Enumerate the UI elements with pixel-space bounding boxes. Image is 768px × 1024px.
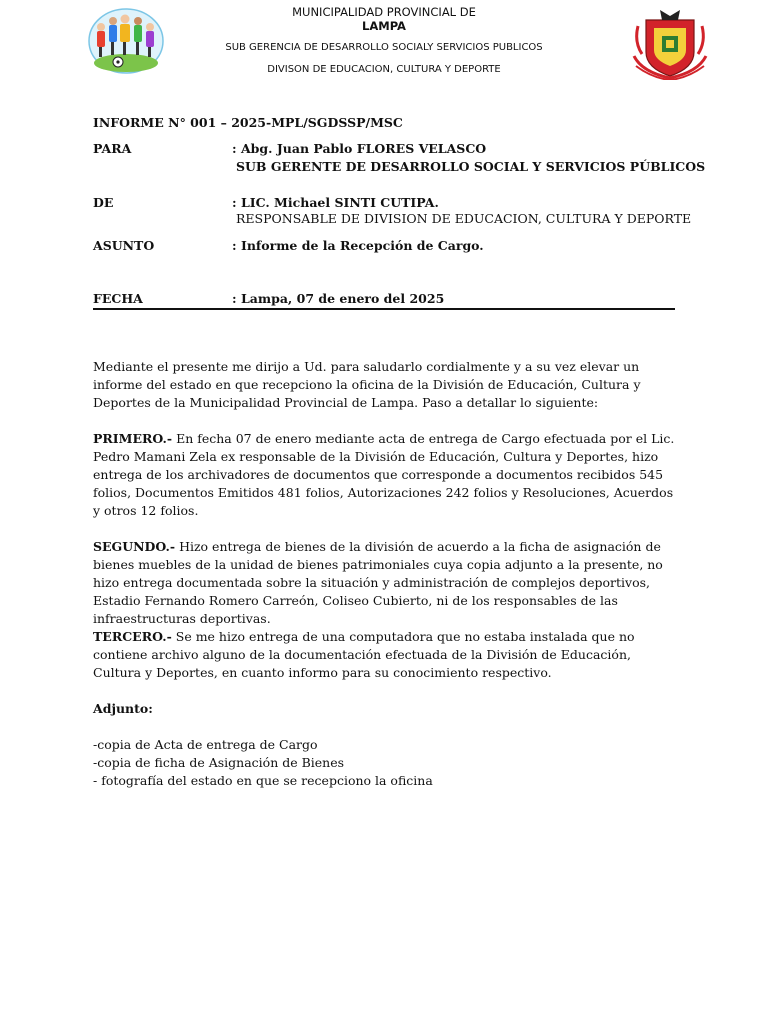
primero-paragraph — [93, 430, 678, 520]
tercero-text: Se me hizo entrega de una computadora que no estaba instalada que no contiene archivo alguno de la documentación efectuada de la División de Educación, Cultura y Deportes, en cuanto informo para su conocimiento respectivo. — [93, 629, 635, 680]
header-divider — [93, 308, 675, 310]
para-title: SUB GERENTE DE DESARROLLO SOCIAL Y SERVICIOS PÚBLICOS — [236, 159, 706, 174]
fecha-value: : Lampa, 07 de enero del 2025 — [232, 291, 445, 306]
intro-text: Mediante el presente me dirijo a Ud. para saludarlo cordialmente y a su vez elevar un informe del estado en que recepciono la oficina de la División de Educación, Cultura y Deportes de la Municipalidad Provincial de Lampa. Paso a detallar lo siguiente: — [93, 359, 641, 410]
para-name: : Abg. Juan Pablo FLORES VELASCO — [232, 141, 487, 156]
para-label: PARA — [93, 141, 132, 156]
de-title: RESPONSABLE DE DIVISION DE EDUCACION, CULTURA Y DEPORTE — [236, 211, 692, 226]
fecha-label: FECHA — [93, 291, 143, 306]
segundo-text: Hizo entrega de bienes de la división de acuerdo a la ficha de asignación de bienes muebles de la unidad de bienes patrimoniales cuya copia adjunto a la presente, no hizo entrega documentada sobre la situación y administración de complejos deportivos, Estadio Fernando Romero Carreón, Coliseo Cubierto, ni de los responsables de las infraestructuras deportivas. — [93, 539, 663, 626]
lampa-coat-of-arms-icon — [632, 6, 708, 80]
header-province: LAMPA — [362, 19, 406, 33]
asunto-value: : Informe de la Recepción de Cargo. — [232, 238, 484, 253]
adjunto-label: Adjunto: — [93, 701, 153, 716]
list-item: -copia de Acta de entrega de Cargo — [93, 737, 318, 752]
tercero-paragraph — [93, 628, 678, 682]
header-subgerencia: SUB GERENCIA DE DESARROLLO SOCIALY SERVICIOS PUBLICOS — [225, 42, 543, 53]
asunto-label: ASUNTO — [93, 238, 155, 253]
adjunto-list — [93, 736, 678, 790]
primero-label: PRIMERO.- — [93, 431, 173, 446]
list-item: - fotografía del estado en que se recepciono la oficina — [93, 773, 433, 788]
tercero-label: TERCERO.- — [93, 629, 172, 644]
de-name: : LIC. Michael SINTI CUTIPA. — [232, 195, 439, 210]
intro-paragraph — [93, 358, 678, 412]
header-division: DIVISON DE EDUCACION, CULTURA Y DEPORTE — [267, 64, 501, 75]
list-item: -copia de ficha de Asignación de Bienes — [93, 755, 345, 770]
segundo-label: SEGUNDO.- — [93, 539, 176, 554]
segundo-paragraph — [93, 538, 678, 628]
primero-text: En fecha 07 de enero mediante acta de entrega de Cargo efectuada por el Lic. Pedro Mamani Zela ex responsable de la División de Educación, Cultura y Deportes, hizo entrega de los archivadores de documentos que corresponde a documentos recibidos 545 folios, Documentos Emitidos 481 folios, Autorizaciones 242 folios y Resoluciones, Acuerdos y otros 12 folios. — [93, 431, 675, 518]
header-municipality: MUNICIPALIDAD PROVINCIAL DE — [292, 5, 476, 19]
de-label: DE — [93, 195, 114, 210]
informe-number: INFORME N° 001 – 2025-MPL/SGDSSP/MSC — [93, 115, 403, 130]
kids-soccer-logo-icon — [87, 7, 165, 75]
